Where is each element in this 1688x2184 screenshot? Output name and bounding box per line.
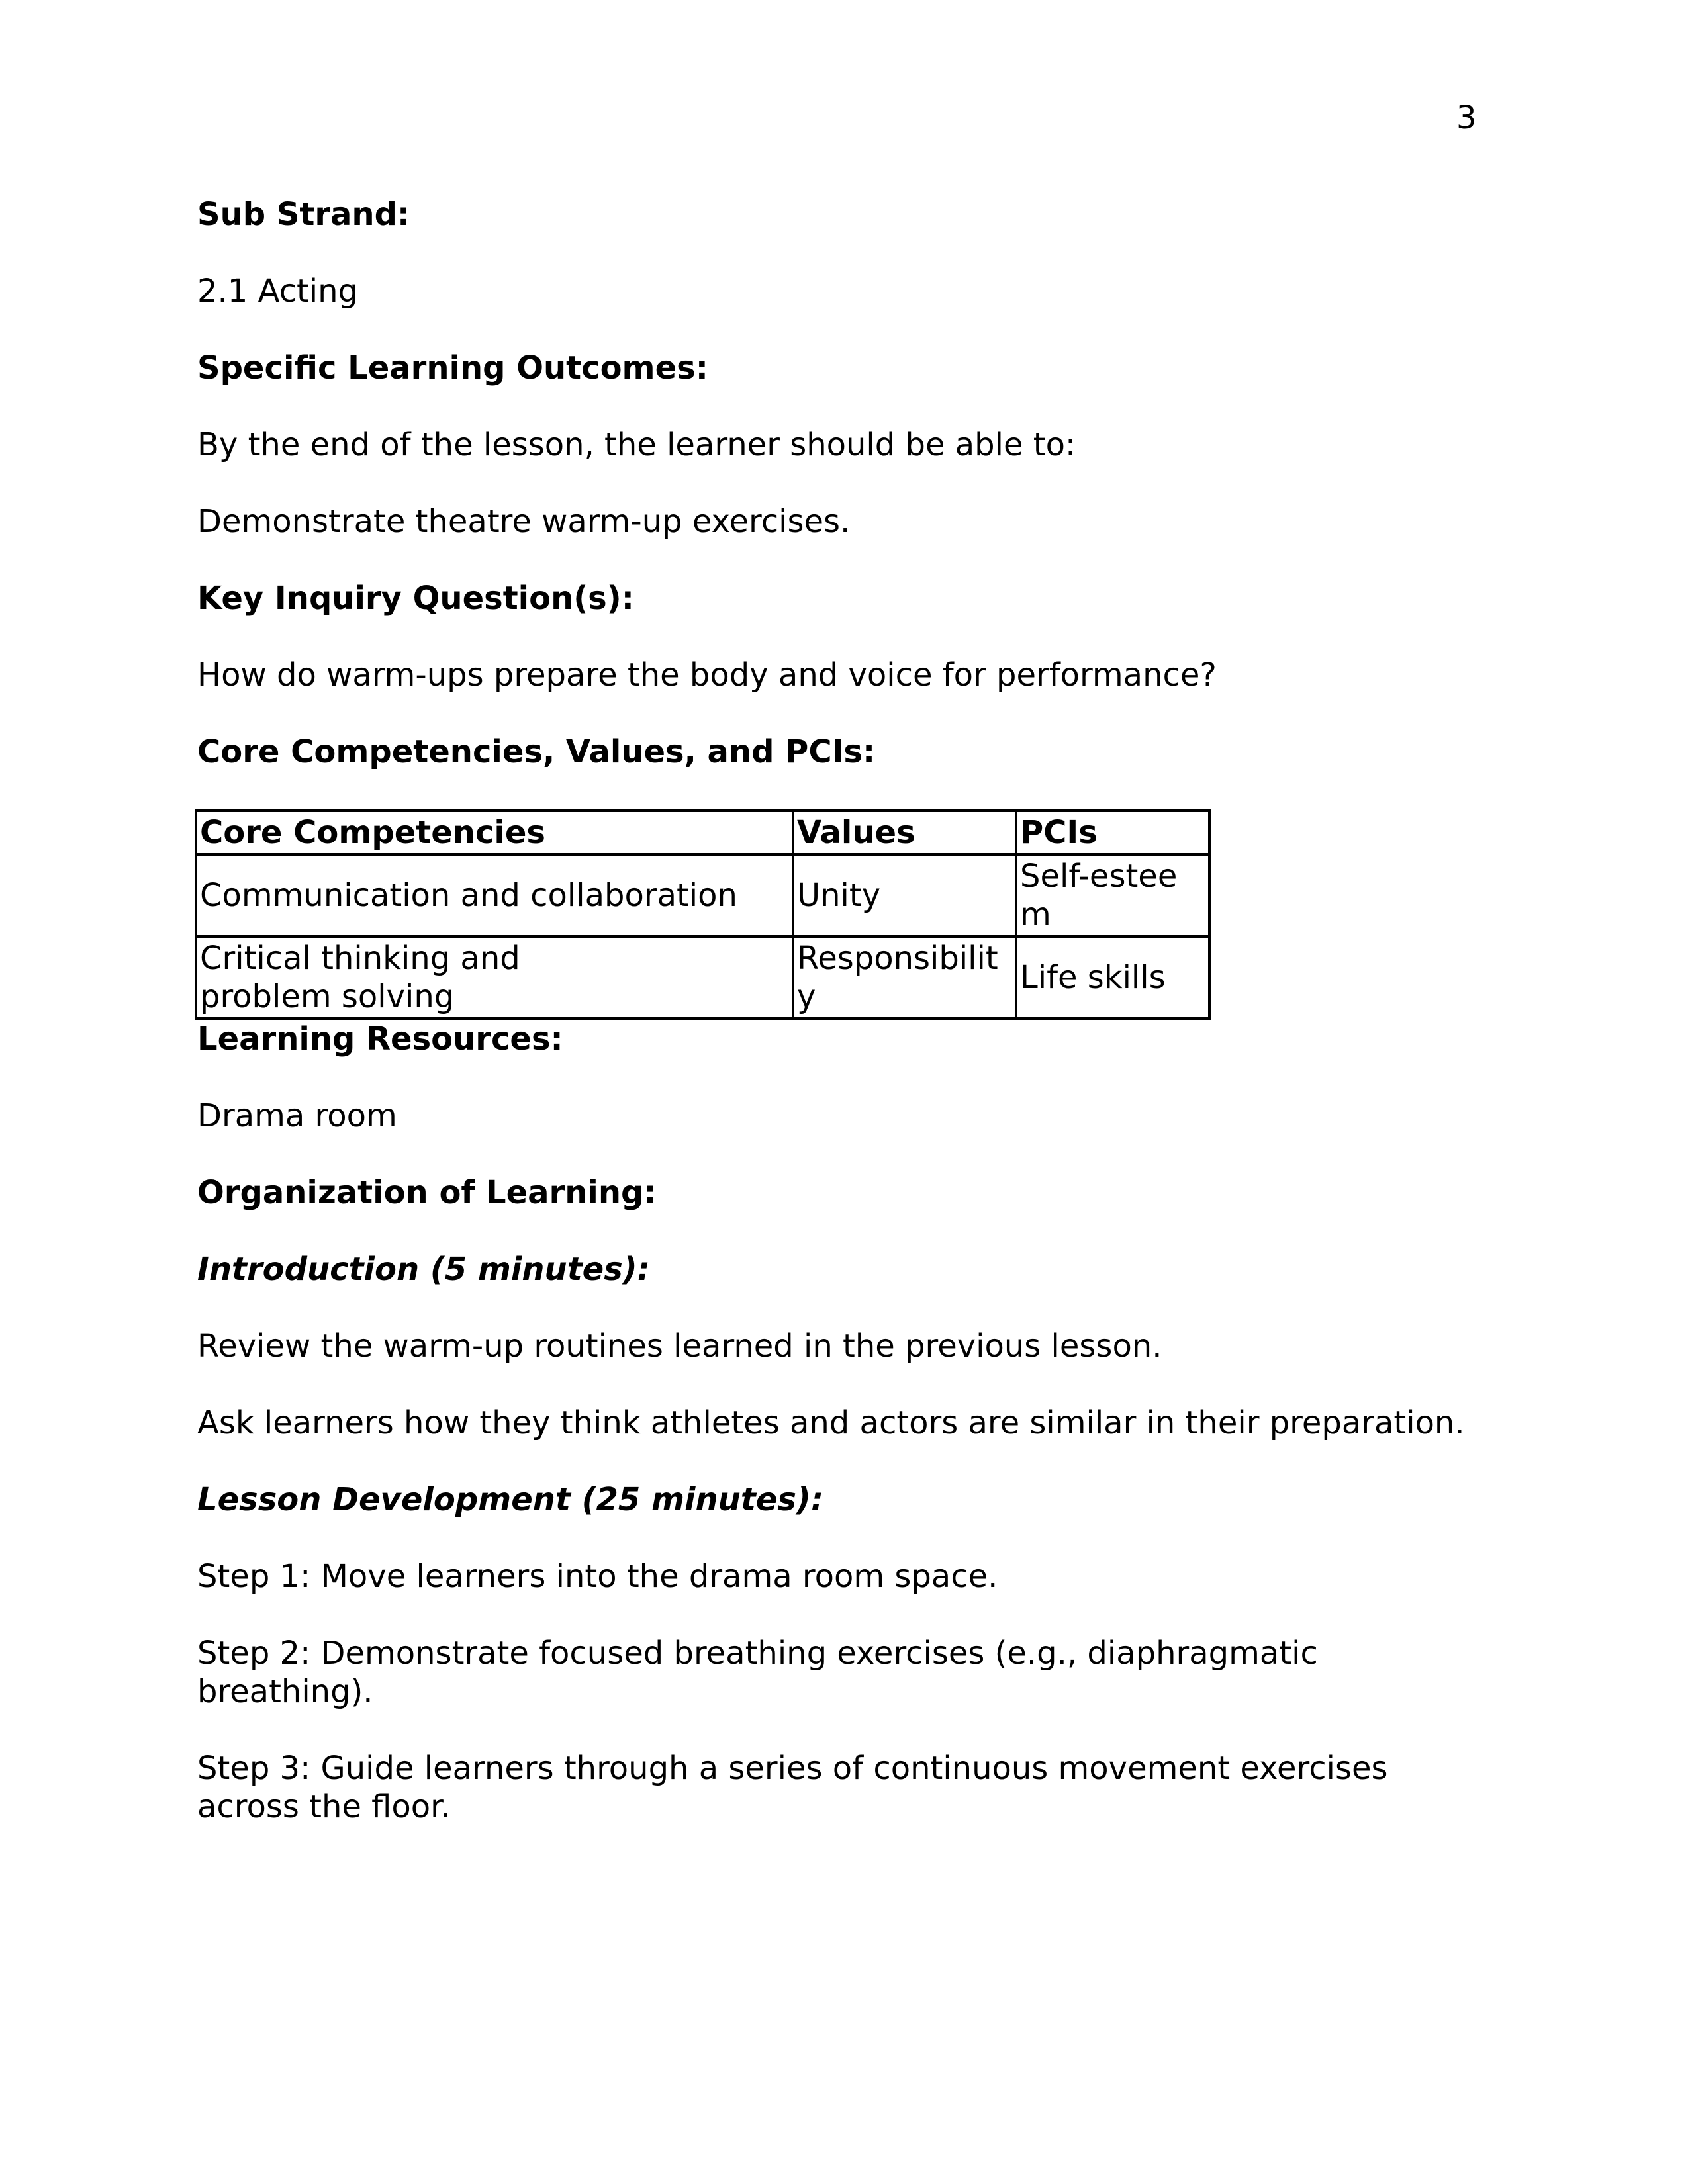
sub-strand-value: 2.1 Acting — [197, 273, 359, 310]
development-step: Step 1: Move learners into the drama room space. — [197, 1558, 998, 1595]
cell-value: Unity — [793, 854, 1016, 936]
introduction-item: Review the warm-up routines learned in the previous lesson. — [197, 1328, 1162, 1365]
development-step: Step 2: Demonstrate focused breathing exercises (e.g., diaphragmatic breathing). — [197, 1635, 1318, 1710]
table-row — [196, 936, 1209, 1019]
introduction-heading: Introduction (5 minutes): — [197, 1251, 650, 1288]
outcome-item: Demonstrate theatre warm-up exercises. — [197, 503, 851, 540]
development-heading: Lesson Development (25 minutes): — [197, 1481, 824, 1518]
resources-heading: Learning Resources: — [197, 1021, 563, 1058]
cell-competency: Communication and collaboration — [196, 854, 793, 936]
outcomes-heading: Specific Learning Outcomes: — [197, 349, 708, 387]
inquiry-heading: Key Inquiry Question(s): — [197, 580, 634, 617]
inquiry-question: How do warm-ups prepare the body and voice for performance? — [197, 657, 1217, 694]
introduction-item: Ask learners how they think athletes and actors are similar in their preparation. — [197, 1404, 1465, 1441]
outcomes-intro: By the end of the lesson, the learner should be able to: — [197, 426, 1076, 463]
table-header-row — [196, 811, 1209, 854]
sub-strand-heading: Sub Strand: — [197, 196, 410, 233]
header-pcis: PCIs — [1016, 811, 1209, 854]
header-values: Values — [793, 811, 1016, 854]
development-step: Step 3: Guide learners through a series of continuous movement exercises across the floor. — [197, 1750, 1388, 1825]
competencies-table — [195, 809, 1211, 1020]
header-core-competencies: Core Competencies — [196, 811, 793, 854]
organization-heading: Organization of Learning: — [197, 1174, 657, 1211]
cell-value: Responsibility — [793, 936, 1016, 1019]
lesson-plan — [197, 195, 1488, 1864]
page-number: 3 — [1456, 99, 1477, 136]
competencies-heading: Core Competencies, Values, and PCIs: — [197, 733, 876, 770]
cell-competency: Critical thinking and problem solving — [196, 936, 793, 1019]
cell-pci: Life skills — [1016, 936, 1209, 1019]
table-row — [196, 854, 1209, 936]
cell-pci: Self-esteem — [1016, 854, 1209, 936]
resources-value: Drama room — [197, 1097, 397, 1134]
